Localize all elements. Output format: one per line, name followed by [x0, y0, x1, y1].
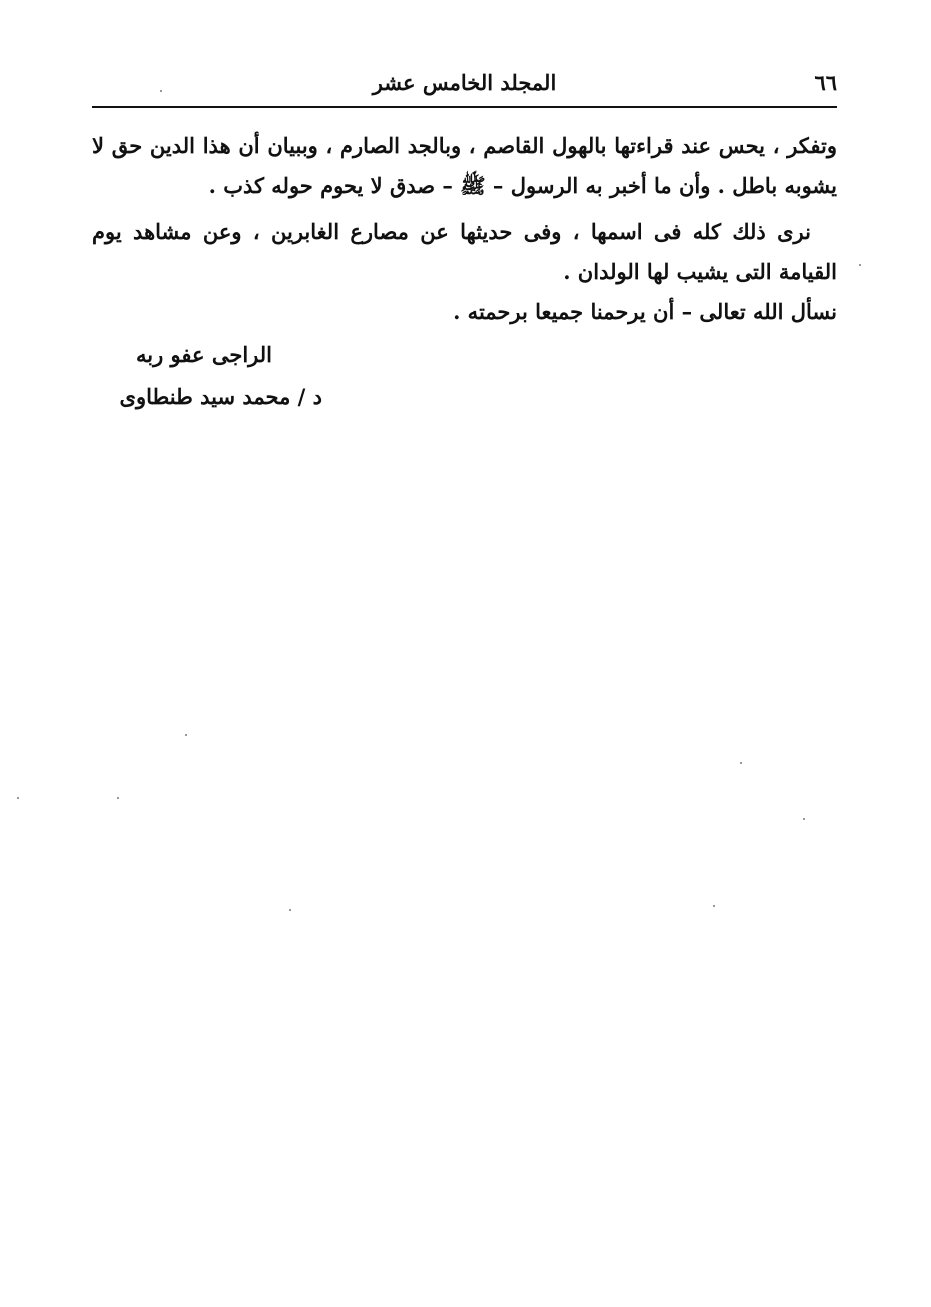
scan-speck [859, 264, 861, 266]
page-number: ٦٦ [814, 70, 837, 95]
running-head: المجلد الخامس عشر [372, 70, 557, 95]
scan-speck [289, 909, 291, 911]
header-rule [92, 106, 837, 108]
scan-speck [17, 797, 19, 799]
paragraph-1: وتفكر ، يحس عند قراءتها بالهول القاصم ، وبالجد الصارم ، وببيان أن هذا الدين حق لا يشوبه باطل . وأن ما أخبر به الرسول – ﷺ – صدق لا يحوم حوله كذب . [92, 133, 837, 198]
scan-speck [160, 90, 162, 92]
scan-speck [713, 905, 715, 907]
signature-line-1: الراجى عفو ربه [135, 342, 272, 367]
scan-speck [185, 734, 187, 736]
scan-speck [117, 797, 119, 799]
scan-speck [803, 818, 805, 820]
body-text [92, 126, 837, 332]
page-header [92, 66, 837, 100]
signature-author: د / محمد سيد طنطاوى [119, 384, 322, 409]
scan-speck [740, 762, 742, 764]
signature-block [92, 334, 322, 418]
paragraph-2: نرى ذلك كله فى اسمها ، وفى حديثها عن مصارع الغابرين ، وعن مشاهد يوم القيامة التى يشيب لها الولدان . [92, 219, 837, 284]
paragraph-3: نسأل الله تعالى – أن يرحمنا جميعا برحمته . [453, 299, 837, 324]
